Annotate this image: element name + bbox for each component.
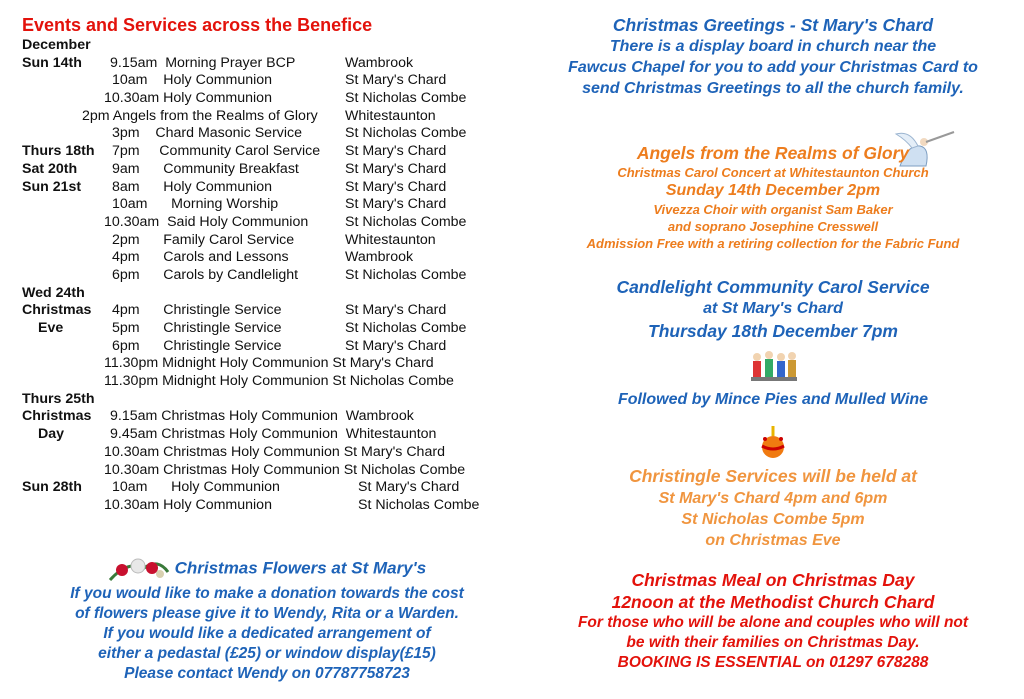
candlelight-title: Candlelight Community Carol Service — [616, 277, 930, 297]
events-title: Events and Services across the Benefice — [22, 15, 373, 35]
candlelight-date: Thursday 18th December 7pm — [648, 321, 898, 341]
schedule-day: Eve — [38, 320, 64, 336]
candlelight-place: at St Mary's Chard — [703, 300, 843, 317]
schedule-service: 9am Community Breakfast — [112, 160, 299, 177]
flowers-line-3: either a pedastal (£25) or window display(£15) — [98, 645, 436, 662]
greetings-title: Christmas Greetings - St Mary's Chard — [612, 15, 934, 35]
schedule-place: St Nicholas Combe — [345, 125, 467, 142]
schedule-row — [22, 444, 512, 462]
schedule-place: St Mary's Chard — [345, 302, 447, 319]
schedule-service: 5pm Christingle Service — [112, 320, 282, 336]
candlelight-section — [528, 276, 1018, 410]
schedule-row — [22, 267, 512, 285]
greetings-line-0: There is a display board in church near the — [609, 38, 937, 55]
greetings-section — [528, 14, 1018, 99]
schedule-row — [22, 320, 512, 338]
flowers-section — [22, 554, 512, 684]
schedule-place: St Mary's Chard — [345, 178, 447, 195]
schedule-day: Thurs 25th — [22, 390, 95, 407]
schedule-row — [22, 125, 512, 143]
schedule-row — [22, 90, 512, 108]
schedule-row — [22, 426, 512, 444]
christingle-line-1: St Nicholas Combe 5pm — [681, 511, 865, 528]
schedule-service: 4pm Carols and Lessons — [112, 249, 289, 266]
flowers-line-1: of flowers please give it to Wendy, Rita or a Warden. — [75, 605, 459, 622]
angels-line-1: and soprano Josephine Cresswell — [667, 219, 879, 234]
schedule-day: Sun 14th — [22, 54, 82, 71]
carol-icon-wrap — [528, 343, 1018, 389]
schedule-row — [22, 285, 512, 303]
left-column — [22, 14, 512, 682]
schedule-row — [22, 391, 512, 409]
christingle-title: Christingle Services will be held at — [629, 466, 917, 486]
meal-title: Christmas Meal on Christmas Day — [631, 570, 915, 590]
schedule-place: St Mary's Chard — [345, 160, 447, 177]
schedule-service: 9.45am Christmas Holy Communion Whitestaunton — [110, 426, 437, 443]
candlelight-followed: Followed by Mince Pies and Mulled Wine — [617, 391, 929, 408]
schedule-place: St Nicholas Combe — [345, 90, 467, 107]
schedule-day: Day — [38, 426, 65, 443]
schedule-service: 6pm Christingle Service — [112, 337, 282, 354]
schedule-place: St Mary's Chard — [345, 196, 447, 213]
greetings-line-1: Fawcus Chapel for you to add your Christmas Card to — [568, 59, 978, 76]
schedule-row — [22, 302, 512, 320]
schedule-day: Christmas — [22, 408, 92, 425]
schedule-service: 9.15am Christmas Holy Communion Wambrook — [110, 408, 414, 425]
schedule-row — [22, 214, 512, 232]
schedule-row — [22, 408, 512, 426]
schedule-day: Christmas — [22, 302, 92, 319]
schedule-service: 10.30am Said Holy Communion — [104, 213, 309, 230]
schedule-service: 2pm Family Carol Service — [112, 231, 295, 248]
angels-subtitle: Christmas Carol Concert at Whitestaunton Church — [617, 165, 929, 180]
flowers-line-0: If you would like to make a donation towards the cost — [70, 585, 464, 602]
schedule-place: Wambrook — [345, 249, 414, 266]
angels-date: Sunday 14th December 2pm — [665, 182, 881, 199]
schedule-place: St Nicholas Combe — [345, 213, 467, 230]
schedule-service: 10.30am Christmas Holy Communion St Mary's Chard — [104, 443, 445, 460]
flowers-line-2: If you would like a dedicated arrangement of — [103, 625, 431, 642]
schedule-place: St Nicholas Combe — [345, 266, 467, 283]
schedule-service: 9.15am Morning Prayer BCP — [110, 54, 296, 71]
schedule-day: Sun 21st — [22, 178, 82, 195]
angels-line-2: Admission Free with a retiring collection for the Fabric Fund — [586, 236, 960, 251]
schedule-place: St Mary's Chard — [345, 337, 447, 354]
schedule-row — [22, 143, 512, 161]
schedule — [22, 37, 512, 515]
christingle-section — [528, 424, 1018, 551]
christingle-line-0: St Mary's Chard 4pm and 6pm — [658, 490, 888, 507]
schedule-row — [22, 479, 512, 497]
angels-line-0: Vivezza Choir with organist Sam Baker — [653, 202, 893, 217]
angels-title: Angels from the Realms of Glory — [636, 143, 910, 163]
meal-section — [528, 569, 1018, 673]
meal-line-2: BOOKING IS ESSENTIAL on 01297 678288 — [617, 654, 929, 671]
schedule-service: 11.30pm Midnight Holy Communion St Nicholas Combe — [104, 373, 454, 390]
schedule-service: 10am Holy Communion — [112, 72, 273, 89]
month-heading: December — [22, 37, 91, 53]
flowers-icon — [108, 554, 170, 584]
schedule-service: 10.30am Holy Communion — [104, 90, 272, 107]
schedule-place: St Nicholas Combe — [358, 496, 480, 513]
schedule-service: 10.30am Christmas Holy Communion St Nicholas Combe — [104, 461, 466, 478]
schedule-service: 11.30pm Midnight Holy Communion St Mary's Chard — [104, 355, 434, 372]
schedule-row — [22, 55, 512, 73]
schedule-place: Whitestaunton — [345, 231, 436, 248]
flowers-line-4: Please contact Wendy on 07787758723 — [124, 665, 410, 682]
schedule-service: 10.30am Holy Communion — [104, 496, 272, 513]
schedule-row — [22, 497, 512, 515]
angels-section — [528, 142, 1018, 252]
schedule-row — [22, 373, 512, 391]
meal-subtitle: 12noon at the Methodist Church Chard — [611, 592, 935, 612]
schedule-service: 4pm Christingle Service — [112, 302, 282, 319]
schedule-service: 2pm Angels from the Realms of Glory — [82, 107, 318, 124]
schedule-row — [22, 179, 512, 197]
schedule-service: 8am Holy Communion — [112, 178, 273, 195]
schedule-service: 3pm Chard Masonic Service — [112, 125, 303, 142]
carol-singers-icon — [747, 347, 799, 387]
schedule-place: Whitestaunton — [345, 107, 436, 124]
schedule-place: St Mary's Chard — [345, 72, 447, 89]
schedule-row — [22, 355, 512, 373]
meal-line-1: be with their families on Christmas Day. — [626, 634, 920, 651]
schedule-place: St Mary's Chard — [345, 143, 447, 160]
schedule-row — [22, 108, 512, 126]
flowers-title-line — [22, 554, 512, 584]
schedule-place: Wambrook — [345, 54, 414, 71]
schedule-rows — [22, 55, 512, 515]
schedule-row — [22, 249, 512, 267]
schedule-row — [22, 232, 512, 250]
schedule-service: 10am Holy Communion — [112, 479, 280, 496]
flowers-title: Christmas Flowers at St Mary's — [174, 558, 427, 578]
greetings-line-2: send Christmas Greetings to all the church family. — [582, 80, 964, 97]
schedule-day: Wed 24th — [22, 284, 85, 301]
schedule-row — [22, 161, 512, 179]
schedule-row — [22, 338, 512, 356]
schedule-service: 7pm Community Carol Service — [112, 143, 321, 160]
schedule-service: 6pm Carols by Candlelight — [112, 266, 299, 283]
schedule-row — [22, 196, 512, 214]
christingle-icon — [755, 424, 791, 460]
schedule-place: St Mary's Chard — [358, 479, 460, 496]
schedule-day: Sat 20th — [22, 160, 78, 177]
meal-line-0: For those who will be alone and couples who will not — [577, 614, 969, 631]
schedule-day: Sun 28th — [22, 479, 82, 496]
schedule-row — [22, 72, 512, 90]
schedule-row — [22, 462, 512, 480]
schedule-place: St Nicholas Combe — [345, 320, 467, 336]
schedule-day: Thurs 18th — [22, 143, 95, 160]
christingle-line-2: on Christmas Eve — [705, 532, 841, 549]
schedule-service: 10am Morning Worship — [112, 196, 279, 213]
